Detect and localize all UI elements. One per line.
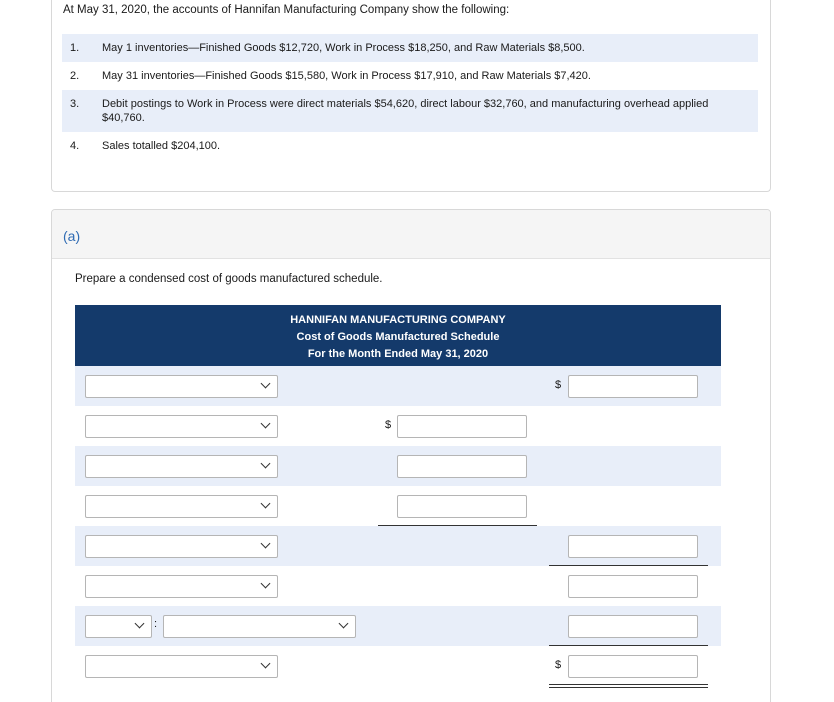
- schedule-header: [75, 305, 721, 366]
- amount-input[interactable]: [568, 375, 698, 398]
- schedule-row: [75, 486, 721, 526]
- amount-input[interactable]: [568, 575, 698, 598]
- instruction-text: Prepare a condensed cost of goods manufactured schedule.: [75, 273, 383, 285]
- schedule-rows: [75, 366, 721, 686]
- chevron-down-icon: [261, 579, 271, 589]
- facts-list: [62, 34, 758, 160]
- chevron-down-icon: [261, 459, 271, 469]
- account-select[interactable]: [163, 615, 356, 638]
- colon-separator: :: [154, 618, 158, 630]
- schedule-period: For the Month Ended May 31, 2020: [307, 348, 489, 360]
- item-number: 1.: [70, 42, 80, 54]
- dollar-sign: $: [555, 379, 562, 391]
- list-item: [62, 132, 758, 160]
- chevron-down-icon: [261, 659, 271, 669]
- problem-intro: At May 31, 2020, the accounts of Hannifan Manufacturing Company show the following:: [63, 4, 510, 16]
- account-select[interactable]: [85, 495, 278, 518]
- list-item: [62, 34, 758, 62]
- chevron-down-icon: [261, 419, 271, 429]
- amount-input[interactable]: [397, 455, 527, 478]
- schedule-row: [75, 606, 721, 646]
- schedule-title: Cost of Goods Manufactured Schedule: [296, 331, 500, 343]
- double-underline: [549, 684, 708, 688]
- part-label: (a): [63, 228, 81, 244]
- item-text: May 1 inventories—Finished Goods $12,720, Work in Process $18,250, and Raw Materials $8,500.: [102, 42, 585, 54]
- part-a-card: [51, 209, 771, 702]
- account-select[interactable]: [85, 655, 278, 678]
- item-text: May 31 inventories—Finished Goods $15,580, Work in Process $17,910, and Raw Materials $7,420.: [102, 70, 591, 82]
- schedule-row: [75, 406, 721, 446]
- item-text: Debit postings to Work in Process were direct materials $54,620, direct labour $32,760, and manufacturing overhead applied $40,760.: [102, 98, 709, 124]
- account-select[interactable]: [85, 415, 278, 438]
- list-item: [62, 90, 758, 132]
- amount-input[interactable]: [568, 615, 698, 638]
- item-number: 4.: [70, 140, 80, 152]
- dollar-sign: $: [555, 659, 562, 671]
- item-number: 2.: [70, 70, 80, 82]
- company-name: HANNIFAN MANUFACTURING COMPANY: [290, 314, 506, 326]
- prefix-select[interactable]: [85, 615, 152, 638]
- chevron-down-icon: [339, 619, 349, 629]
- schedule-row: [75, 646, 721, 686]
- amount-input[interactable]: [568, 535, 698, 558]
- account-select[interactable]: [85, 375, 278, 398]
- dollar-sign: $: [385, 419, 392, 431]
- account-select[interactable]: [85, 535, 278, 558]
- chevron-down-icon: [261, 379, 271, 389]
- account-select[interactable]: [85, 575, 278, 598]
- part-header: [52, 210, 770, 259]
- item-text: Sales totalled $204,100.: [102, 140, 221, 152]
- amount-input[interactable]: [397, 415, 527, 438]
- chevron-down-icon: [261, 539, 271, 549]
- amount-input[interactable]: [568, 655, 698, 678]
- account-select[interactable]: [85, 455, 278, 478]
- item-number: 3.: [70, 98, 80, 110]
- schedule-row: [75, 526, 721, 566]
- amount-input[interactable]: [397, 495, 527, 518]
- chevron-down-icon: [135, 619, 145, 629]
- list-item: [62, 62, 758, 90]
- schedule-row: [75, 566, 721, 606]
- chevron-down-icon: [261, 499, 271, 509]
- schedule-row: [75, 366, 721, 406]
- schedule-row: [75, 446, 721, 486]
